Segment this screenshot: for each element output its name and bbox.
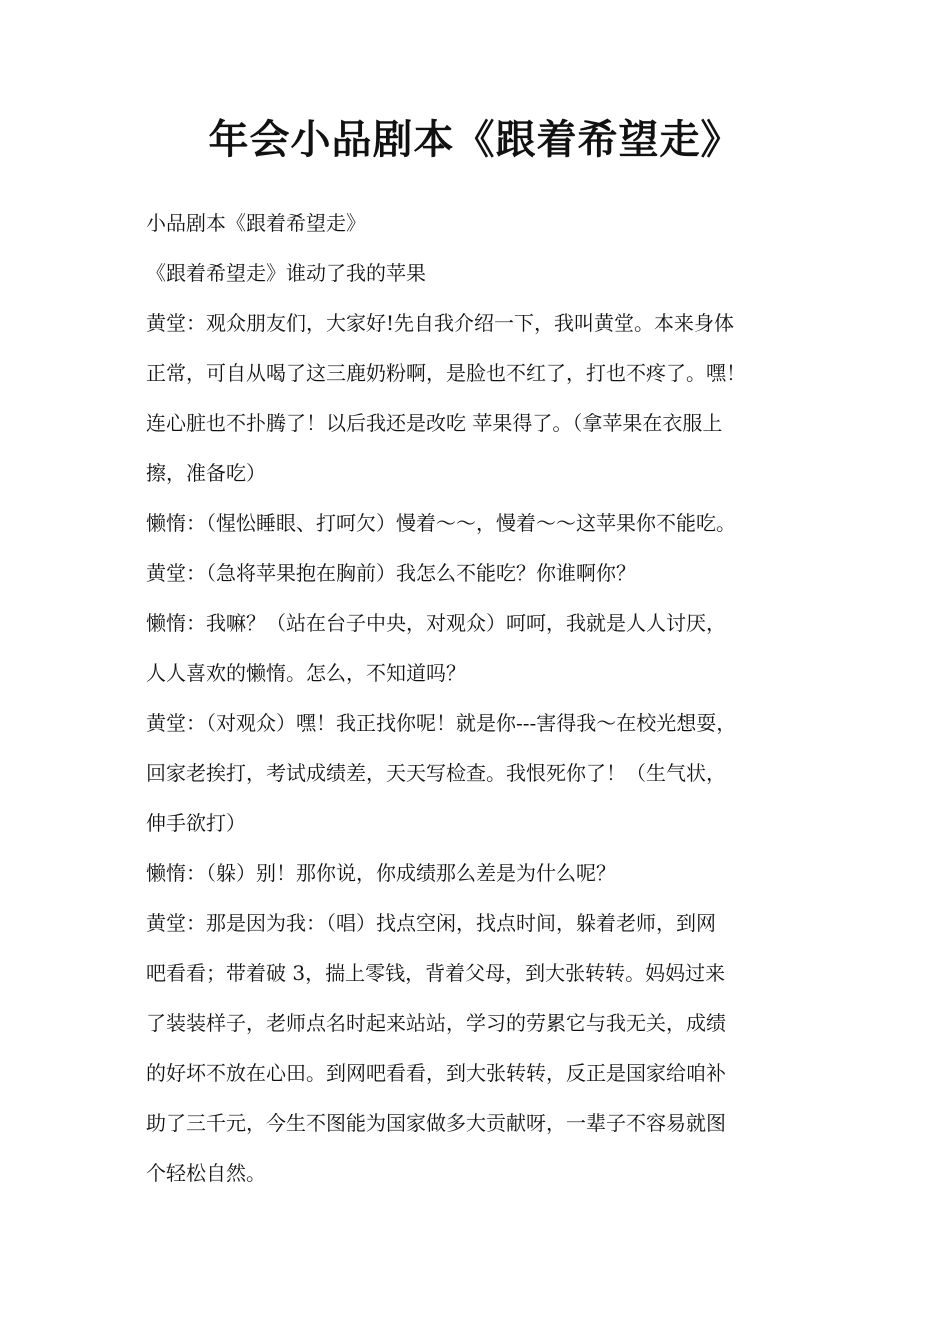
text-line: 黄堂：（对观众）嘿！我正找你呢！就是你---害得我～在校光想耍， xyxy=(146,711,737,735)
text-line: 助了三千元，今生不图能为国家做多大贡献呀，一辈子不容易就图 xyxy=(146,1111,726,1135)
text-line: 擦，准备吃） xyxy=(146,461,266,485)
text-line: 懒惰：（惺忪睡眼、打呵欠）慢着～～，慢着～～这苹果你不能吃。 xyxy=(146,511,736,535)
text-line: 黄堂：（急将苹果抱在胸前）我怎么不能吃？你谁啊你？ xyxy=(146,561,636,585)
text-line: 懒惰：（躲）别！那你说，你成绩那么差是为什么呢？ xyxy=(146,861,616,885)
text-line: 伸手欲打） xyxy=(146,811,246,835)
script-body xyxy=(146,198,826,1198)
text-line: 黄堂：那是因为我：（唱）找点空闲，找点时间，躲着老师，到网 xyxy=(146,911,716,935)
text-line: 了装装样子，老师点名时起来站站，学习的劳累它与我无关，成绩 xyxy=(146,1011,726,1035)
text-line: 正常，可自从喝了这三鹿奶粉啊，是脸也不红了，打也不疼了。嘿！ xyxy=(146,361,746,385)
text-line: 黄堂：观众朋友们，大家好!先自我介绍一下，我叫黄堂。本来身体 xyxy=(146,311,735,335)
text-line: 连心脏也不扑腾了！以后我还是改吃 苹果得了。（拿苹果在衣服上 xyxy=(146,411,723,435)
document-title: 年会小品剧本《跟着希望走》 xyxy=(208,117,742,163)
text-line: 小品剧本《跟着希望走》 xyxy=(146,211,366,235)
text-line: 个轻松自然。 xyxy=(146,1161,266,1185)
text-line: 人人喜欢的懒惰。怎么，不知道吗？ xyxy=(146,661,466,685)
text-line: 懒惰：我嘛？（站在台子中央，对观众）呵呵，我就是人人讨厌， xyxy=(146,611,726,635)
text-line: 的好坏不放在心田。到网吧看看，到大张转转，反正是国家给咱补 xyxy=(146,1061,726,1085)
text-line: 吧看看；带着破 3，揣上零钱，背着父母，到大张转转。妈妈过来 xyxy=(146,961,726,985)
text-line: 回家老挨打，考试成绩差，天天写检查。我恨死你了！（生气状， xyxy=(146,761,726,785)
text-line: 《跟着希望走》谁动了我的苹果 xyxy=(146,261,426,285)
